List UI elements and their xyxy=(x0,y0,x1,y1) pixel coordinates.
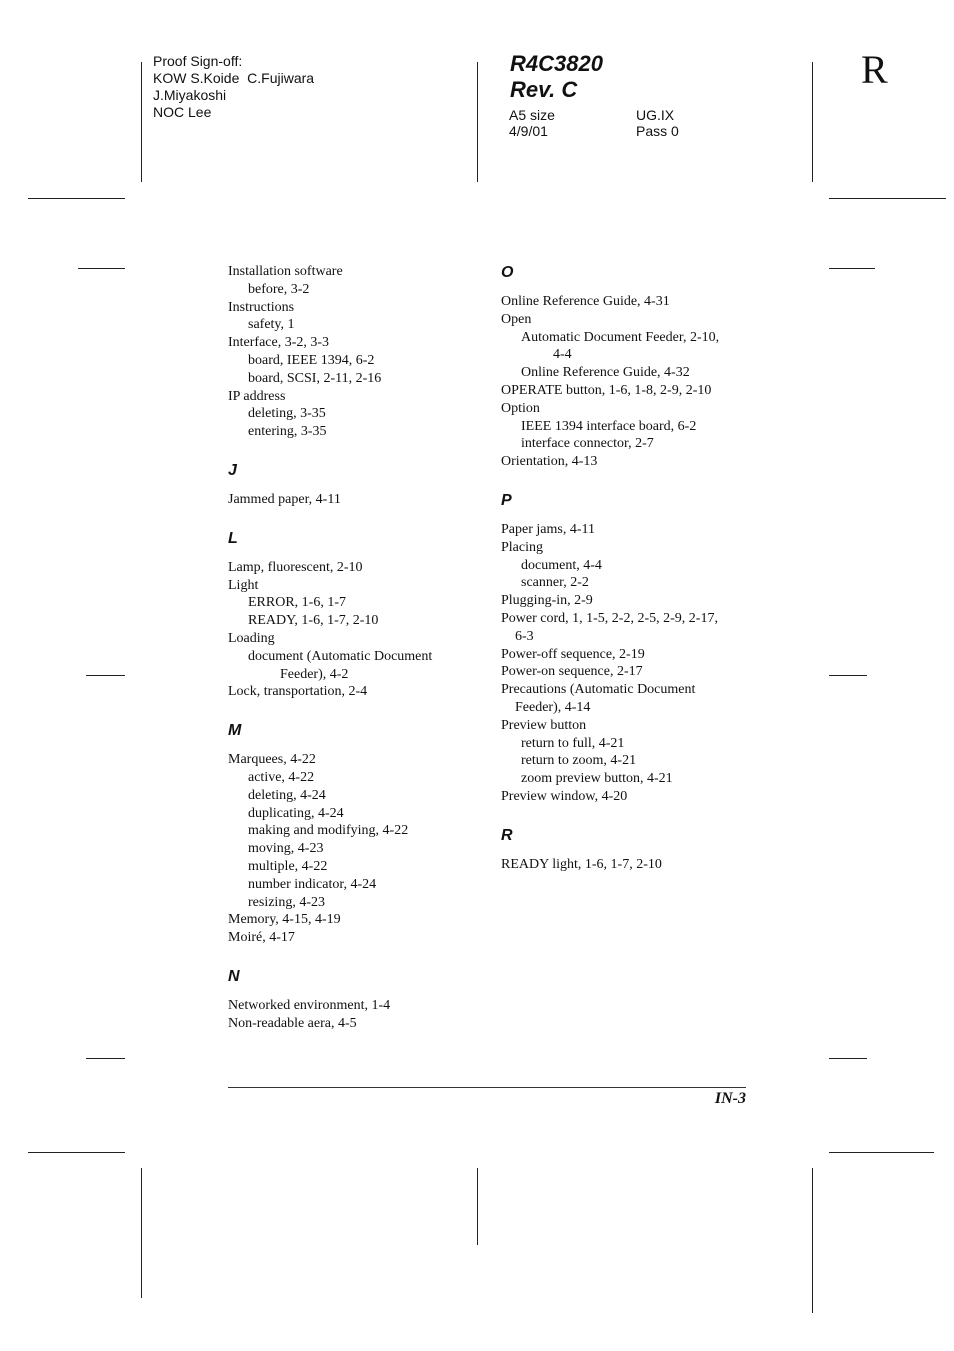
index-column-left xyxy=(228,263,478,1033)
index-entry: Installation software xyxy=(228,264,343,279)
crop-mark xyxy=(829,1058,867,1059)
index-entry: Online Reference Guide, 4-32 xyxy=(521,365,690,381)
section-gap xyxy=(228,701,478,721)
index-entry: number indicator, 4-24 xyxy=(248,876,377,892)
index-entry: board, IEEE 1394, 6-2 xyxy=(248,352,375,368)
index-entry: Open xyxy=(501,311,532,327)
index-entry: board, SCSI, 2-11, 2-16 xyxy=(248,370,382,386)
revision: Rev. C xyxy=(510,77,578,102)
index-entry: Placing xyxy=(501,539,543,555)
index-entry: Power-on sequence, 2-17 xyxy=(501,664,643,680)
index-entry: return to full, 4-21 xyxy=(521,735,625,751)
proof-line: Proof Sign-off: xyxy=(153,53,243,69)
page-number: IN-3 xyxy=(714,1090,746,1107)
index-entry: Non-readable aera, 4-5 xyxy=(228,1015,357,1031)
index-entry: Preview window, 4-20 xyxy=(501,788,628,804)
index-entry: OPERATE button, 1-6, 1-8, 2-9, 2-10 xyxy=(501,382,712,398)
index-entry: Networked environment, 1-4 xyxy=(228,997,391,1013)
proof-line: KOW S.Koide C.Fujiwara xyxy=(153,70,315,86)
index-entry: 4-4 xyxy=(553,347,572,363)
index-entry: Feeder), 4-2 xyxy=(280,666,349,682)
index-entry: Moiré, 4-17 xyxy=(228,930,295,946)
crop-mark xyxy=(141,1168,142,1298)
index-entry: Loading xyxy=(228,630,275,646)
index-section-letter: P xyxy=(501,491,512,509)
index-section-letter: L xyxy=(228,529,238,547)
index-entry: Option xyxy=(501,400,540,416)
index-entry: READY, 1-6, 1-7, 2-10 xyxy=(248,613,379,629)
index-entry: Online Reference Guide, 4-31 xyxy=(501,294,670,309)
crop-mark xyxy=(477,1168,478,1245)
index-entry: 6-3 xyxy=(515,628,534,644)
index-entry: READY light, 1-6, 1-7, 2-10 xyxy=(501,856,662,872)
date-label: 4/9/01 xyxy=(509,123,548,139)
index-entry: zoom preview button, 4-21 xyxy=(521,771,673,787)
index-entry: Power-off sequence, 2-19 xyxy=(501,646,645,662)
crop-mark xyxy=(829,675,867,676)
index-entry: Interface, 3-2, 3-3 xyxy=(228,335,330,351)
index-entry: Power cord, 1, 1-5, 2-2, 2-5, 2-9, 2-17, xyxy=(501,610,718,626)
index-entry: interface connector, 2-7 xyxy=(521,436,654,452)
index-entry: making and modifying, 4-22 xyxy=(248,823,409,839)
index-entry: before, 3-2 xyxy=(248,281,310,297)
crop-mark xyxy=(829,268,875,269)
crop-mark xyxy=(141,62,142,182)
crop-mark xyxy=(829,1152,934,1153)
crop-mark xyxy=(78,268,125,269)
index-entry: Paper jams, 4-11 xyxy=(501,521,595,537)
crop-mark xyxy=(812,62,813,182)
index-entry: Orientation, 4-13 xyxy=(501,454,598,470)
index-entry: Marquees, 4-22 xyxy=(228,752,316,768)
corner-mark: R xyxy=(861,47,888,92)
index-section-letter: M xyxy=(228,722,242,740)
index-entry: Automatic Document Feeder, 2-10, xyxy=(521,329,720,345)
index-entry: document, 4-4 xyxy=(521,557,602,573)
index-section-letter: R xyxy=(501,826,513,844)
index-entry: return to zoom, 4-21 xyxy=(521,753,637,769)
size-label: A5 size xyxy=(509,107,555,123)
index-section-letter: O xyxy=(501,264,514,281)
index-entry: Light xyxy=(228,577,259,593)
section-gap xyxy=(228,509,478,529)
index-entry: IP address xyxy=(228,388,286,404)
index-entry: Feeder), 4-14 xyxy=(515,699,591,715)
crop-mark xyxy=(86,675,125,676)
index-entry: deleting, 4-24 xyxy=(248,787,326,803)
crop-mark xyxy=(28,198,125,199)
section-gap xyxy=(501,471,751,491)
index-entry: Plugging-in, 2-9 xyxy=(501,593,593,609)
index-entry: Precautions (Automatic Document xyxy=(501,682,696,698)
index-entry: IEEE 1394 interface board, 6-2 xyxy=(521,418,697,434)
index-column-right xyxy=(501,263,751,874)
index-entry: multiple, 4-22 xyxy=(248,858,328,874)
index-entry: document (Automatic Document xyxy=(248,648,433,664)
guide-label: UG.IX xyxy=(636,107,675,123)
index-entry: moving, 4-23 xyxy=(248,841,324,857)
section-gap xyxy=(501,806,751,826)
index-entry: Instructions xyxy=(228,299,295,315)
index-entry: active, 4-22 xyxy=(248,769,315,785)
index-entry: ERROR, 1-6, 1-7 xyxy=(248,595,346,611)
index-entry: Memory, 4-15, 4-19 xyxy=(228,912,341,928)
index-entry: entering, 3-35 xyxy=(248,424,327,440)
crop-mark xyxy=(477,62,478,182)
section-gap xyxy=(228,441,478,461)
index-entry: duplicating, 4-24 xyxy=(248,805,344,821)
section-gap xyxy=(228,947,478,967)
index-entry: Jammed paper, 4-11 xyxy=(228,491,341,507)
index-entry: scanner, 2-2 xyxy=(521,575,589,591)
proof-line: NOC Lee xyxy=(153,104,212,120)
index-section-letter: J xyxy=(228,461,237,479)
index-entry: resizing, 4-23 xyxy=(248,894,325,910)
index-section-letter: N xyxy=(228,967,240,985)
proof-signoff-block xyxy=(153,53,314,121)
crop-mark xyxy=(86,1058,125,1059)
index-entry: Preview button xyxy=(501,717,587,733)
index-entry: Lamp, fluorescent, 2-10 xyxy=(228,559,363,575)
model-code: R4C3820 xyxy=(510,51,603,76)
index-entry: deleting, 3-35 xyxy=(248,406,326,422)
footer-rule xyxy=(228,1087,746,1088)
pass-label: Pass 0 xyxy=(636,123,679,139)
crop-mark xyxy=(812,1168,813,1313)
index-entry: safety, 1 xyxy=(248,317,295,333)
index-entry: Lock, transportation, 2-4 xyxy=(228,684,368,700)
proof-line: J.Miyakoshi xyxy=(153,87,227,103)
crop-mark xyxy=(28,1152,125,1153)
crop-mark xyxy=(829,198,946,199)
model-code-block xyxy=(510,51,603,103)
